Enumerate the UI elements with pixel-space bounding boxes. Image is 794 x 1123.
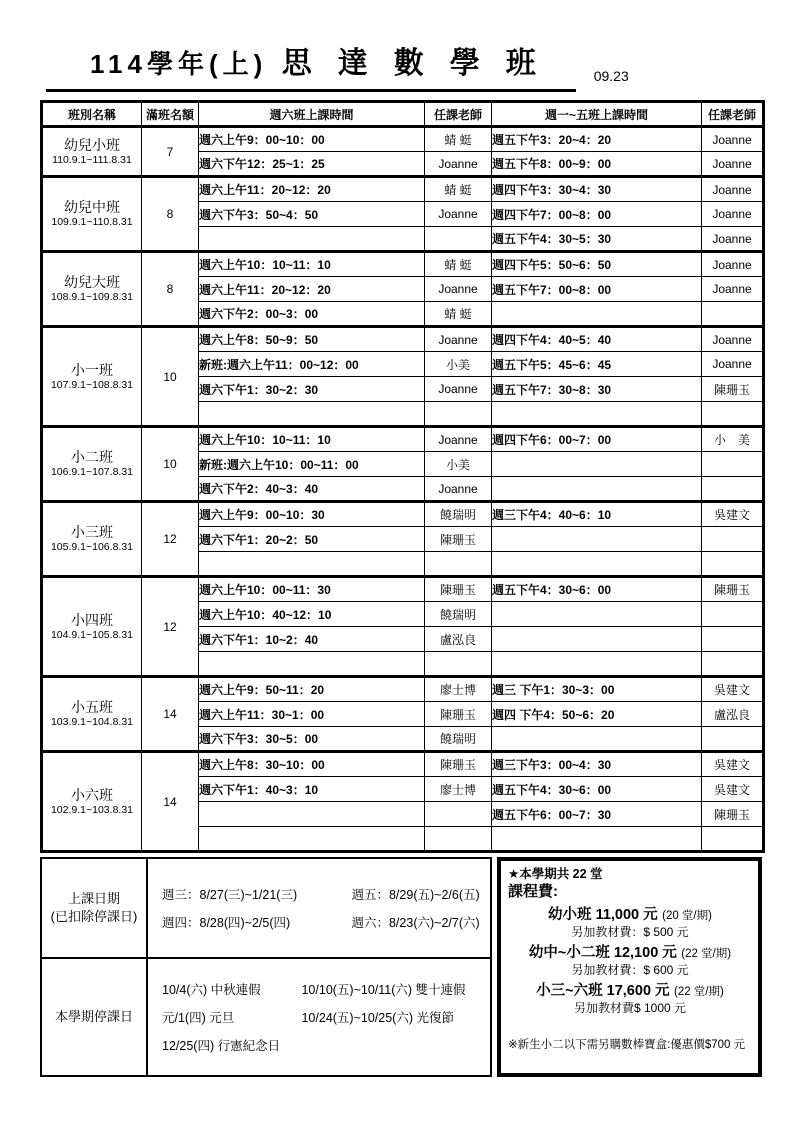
weekday-teacher-cell bbox=[702, 452, 764, 477]
sat-time-cell: 週六上午9：00~10：00 bbox=[199, 127, 425, 152]
sat-teacher-cell bbox=[425, 552, 492, 577]
fee-item-name: 幼小班 11,000 元 bbox=[548, 907, 658, 923]
sat-teacher-cell: 陳珊玉 bbox=[425, 577, 492, 602]
holidays-label bbox=[42, 959, 148, 1075]
weekday-time-cell: 週五下午7：30~8：30 bbox=[492, 377, 702, 402]
weekday-teacher-cell: 吳建文 bbox=[702, 752, 764, 777]
sat-teacher-cell: 小美 bbox=[425, 452, 492, 477]
schedule-info-box bbox=[40, 857, 492, 1077]
header-weekday-teacher: 任課老師 bbox=[702, 102, 764, 127]
weekday-teacher-cell bbox=[702, 402, 764, 427]
quota-cell: 10 bbox=[142, 327, 199, 427]
class-name-cell bbox=[42, 327, 142, 427]
new-student-note: ※新生小二以下需另購數棒寶盒:優惠價$700 元 bbox=[508, 1039, 746, 1051]
table-row bbox=[42, 177, 764, 202]
sat-time-cell: 週六下午3：50~4：50 bbox=[199, 202, 425, 227]
sat-time-cell: 週六下午1：10~2：40 bbox=[199, 627, 425, 652]
weekday-teacher-cell: 盧泓良 bbox=[702, 702, 764, 727]
quota-cell: 12 bbox=[142, 502, 199, 577]
weekday-teacher-cell: 吳建文 bbox=[702, 777, 764, 802]
class-dates: 104.9.1~105.8.31 bbox=[50, 628, 134, 641]
class-dates-item: 週六：8/23(六)~2/7(六) bbox=[351, 916, 480, 930]
weekday-time-cell: 週五下午4：30~5：30 bbox=[492, 227, 702, 252]
weekday-teacher-cell: Joanne bbox=[702, 227, 764, 252]
class-name-cell bbox=[42, 752, 142, 852]
class-name: 幼兒大班 bbox=[64, 274, 120, 290]
weekday-time-cell bbox=[492, 727, 702, 752]
sat-teacher-cell bbox=[425, 652, 492, 677]
class-name: 幼兒中班 bbox=[64, 199, 120, 215]
weekday-teacher-cell: Joanne bbox=[702, 352, 764, 377]
class-name-cell bbox=[42, 677, 142, 752]
header-class-name: 班別名稱 bbox=[42, 102, 142, 127]
class-dates: 109.9.1~110.8.31 bbox=[51, 216, 133, 228]
weekday-time-cell bbox=[492, 602, 702, 627]
weekday-time-cell: 週五下午6：00~7：30 bbox=[492, 802, 702, 827]
weekday-time-cell: 週五下午8：00~9：00 bbox=[492, 152, 702, 177]
sat-time-cell: 新班:週六上午10：00~11：00 bbox=[199, 452, 425, 477]
class-name: 小四班 bbox=[71, 611, 113, 628]
sat-time-cell bbox=[199, 552, 425, 577]
weekday-teacher-cell: Joanne bbox=[702, 152, 764, 177]
weekday-time-cell: 週五下午7：00~8：00 bbox=[492, 277, 702, 302]
date-stamp: 09.23 bbox=[593, 68, 629, 84]
class-dates-item: 週四：8/28(四)~2/5(四) bbox=[162, 916, 291, 930]
class-name-cell bbox=[42, 577, 142, 677]
holidays-content bbox=[148, 959, 490, 1075]
weekday-time-cell bbox=[492, 552, 702, 577]
class-dates-item: 週三：8/27(三)~1/21(三) bbox=[162, 888, 298, 902]
sat-time-cell: 週六上午9：50~11：20 bbox=[199, 677, 425, 702]
weekday-teacher-cell: Joanne bbox=[702, 252, 764, 277]
page-title bbox=[46, 38, 576, 92]
table-row bbox=[42, 427, 764, 452]
table-row bbox=[42, 502, 764, 527]
sat-time-cell: 新班:週六上午11：00~12：00 bbox=[199, 352, 425, 377]
weekday-time-cell: 週三 下午1：30~3：00 bbox=[492, 677, 702, 702]
weekday-time-cell bbox=[492, 527, 702, 552]
class-dates-label-line2: (已扣除停課日) bbox=[50, 909, 138, 924]
sat-teacher-cell: Joanne bbox=[425, 377, 492, 402]
weekday-teacher-cell bbox=[702, 827, 764, 852]
sat-teacher-cell: 蜻 蜓 bbox=[425, 302, 492, 327]
weekday-time-cell bbox=[492, 627, 702, 652]
class-dates: 103.9.1~104.8.31 bbox=[50, 716, 134, 728]
weekday-teacher-cell: Joanne bbox=[702, 277, 764, 302]
table-row bbox=[42, 677, 764, 702]
sat-time-cell: 週六下午1：30~2：30 bbox=[199, 377, 425, 402]
class-dates-item: 週五：8/29(五)~2/6(五) bbox=[351, 888, 480, 902]
class-dates: 110.9.1~111.8.31 bbox=[52, 153, 132, 166]
class-dates-line bbox=[162, 915, 486, 931]
fee-item bbox=[508, 903, 752, 924]
class-dates: 105.9.1~106.8.31 bbox=[50, 541, 134, 553]
class-dates: 107.9.1~108.8.31 bbox=[50, 378, 134, 391]
weekday-teacher-cell: 陳珊玉 bbox=[702, 377, 764, 402]
weekday-teacher-cell: 吳建文 bbox=[702, 502, 764, 527]
quota-cell: 7 bbox=[142, 127, 199, 177]
sat-teacher-cell: 饒瑞明 bbox=[425, 602, 492, 627]
weekday-teacher-cell bbox=[702, 302, 764, 327]
sat-time-cell: 週六下午2：40~3：40 bbox=[199, 477, 425, 502]
class-dates-section bbox=[42, 859, 490, 957]
weekday-teacher-cell: 陳珊玉 bbox=[702, 577, 764, 602]
weekday-time-cell: 週三下午4：40~6：10 bbox=[492, 502, 702, 527]
weekday-time-cell: 週三下午3：00~4：30 bbox=[492, 752, 702, 777]
fee-item-per: (22 堂/期) bbox=[681, 948, 732, 960]
fee-label: 課程費: bbox=[508, 883, 558, 900]
sat-teacher-cell: 陳珊玉 bbox=[425, 702, 492, 727]
title-year: 114學年(上) bbox=[90, 49, 268, 79]
sat-time-cell: 週六下午1：20~2：50 bbox=[199, 527, 425, 552]
weekday-time-cell: 週四下午3：30~4：30 bbox=[492, 177, 702, 202]
holiday-item: 元/1(四) 元旦 bbox=[162, 1011, 235, 1025]
class-name-cell bbox=[42, 252, 142, 327]
sat-time-cell: 週六下午1：40~3：10 bbox=[199, 777, 425, 802]
sat-teacher-cell: 盧泓良 bbox=[425, 627, 492, 652]
semester-total-note: ★本學期共 22 堂 bbox=[508, 867, 603, 881]
fee-item-per: (22 堂/期) bbox=[673, 986, 724, 998]
weekday-time-cell bbox=[492, 652, 702, 677]
weekday-teacher-cell: 陳珊玉 bbox=[702, 802, 764, 827]
sat-teacher-cell: Joanne bbox=[425, 477, 492, 502]
weekday-time-cell: 週五下午4：30~6：00 bbox=[492, 777, 702, 802]
holiday-line bbox=[162, 1010, 486, 1026]
quota-cell: 14 bbox=[142, 677, 199, 752]
sat-teacher-cell: 小美 bbox=[425, 352, 492, 377]
fee-item bbox=[508, 941, 752, 962]
bottom-section bbox=[40, 857, 794, 1077]
schedule-table bbox=[40, 100, 765, 853]
sat-time-cell: 週六上午8：50~9：50 bbox=[199, 327, 425, 352]
sat-time-cell bbox=[199, 802, 425, 827]
sat-teacher-cell: 饒瑞明 bbox=[425, 502, 492, 527]
sat-time-cell: 週六上午10：00~11：30 bbox=[199, 577, 425, 602]
sat-time-cell: 週六上午10：10~11：10 bbox=[199, 252, 425, 277]
sat-teacher-cell: 廖士博 bbox=[425, 777, 492, 802]
weekday-teacher-cell: Joanne bbox=[702, 127, 764, 152]
sat-time-cell: 週六上午8：30~10：00 bbox=[199, 752, 425, 777]
sat-time-cell bbox=[199, 402, 425, 427]
class-dates-line bbox=[162, 887, 486, 903]
sat-time-cell: 週六下午2：00~3：00 bbox=[199, 302, 425, 327]
sat-teacher-cell bbox=[425, 227, 492, 252]
holiday-item: 10/4(六) 中秋連假 bbox=[162, 983, 261, 997]
table-row bbox=[42, 252, 764, 277]
weekday-teacher-cell bbox=[702, 552, 764, 577]
sat-teacher-cell: 蜻 蜓 bbox=[425, 127, 492, 152]
fee-item-per: (20 堂/期) bbox=[662, 910, 712, 922]
class-dates: 106.9.1~107.8.31 bbox=[50, 466, 134, 478]
class-name: 幼兒小班 bbox=[64, 136, 120, 153]
weekday-time-cell: 週四 下午4：50~6：20 bbox=[492, 702, 702, 727]
weekday-time-cell: 週五下午4：30~6：00 bbox=[492, 577, 702, 602]
class-name-cell bbox=[42, 127, 142, 177]
header-weekday-time: 週一~五班上課時間 bbox=[492, 102, 702, 127]
holidays-label-text: 本學期停課日 bbox=[54, 1009, 133, 1024]
sat-teacher-cell: Joanne bbox=[425, 152, 492, 177]
fee-item-name: 小三~六班 17,600 元 bbox=[536, 983, 670, 999]
header-sat-time: 週六班上課時間 bbox=[199, 102, 425, 127]
weekday-teacher-cell bbox=[702, 727, 764, 752]
holiday-item: 12/25(四) 行憲紀念日 bbox=[162, 1039, 281, 1053]
weekday-time-cell: 週五下午3：20~4：20 bbox=[492, 127, 702, 152]
table-row bbox=[42, 127, 764, 152]
class-dates-content bbox=[148, 859, 490, 957]
title-school-name: 思達數學班 bbox=[281, 47, 562, 80]
header-row bbox=[42, 102, 764, 127]
class-dates: 102.9.1~103.8.31 bbox=[50, 803, 134, 816]
fee-item bbox=[508, 979, 752, 1000]
sat-teacher-cell: 廖士博 bbox=[425, 677, 492, 702]
weekday-teacher-cell: Joanne bbox=[702, 177, 764, 202]
fee-item-name: 幼中~小二班 12,100 元 bbox=[528, 945, 677, 961]
sat-teacher-cell: Joanne bbox=[425, 427, 492, 452]
sat-time-cell: 週六上午10：40~12：10 bbox=[199, 602, 425, 627]
weekday-teacher-cell: Joanne bbox=[702, 327, 764, 352]
class-name-cell bbox=[42, 502, 142, 577]
sat-time-cell: 週六上午11：20~12：20 bbox=[199, 177, 425, 202]
table-row bbox=[42, 752, 764, 777]
sat-time-cell: 週六上午10：10~11：10 bbox=[199, 427, 425, 452]
sat-time-cell: 週六下午3：30~5：00 bbox=[199, 727, 425, 752]
sat-teacher-cell: 饒瑞明 bbox=[425, 727, 492, 752]
sat-time-cell: 週六下午12：25~1：25 bbox=[199, 152, 425, 177]
header-sat-teacher: 任課老師 bbox=[425, 102, 492, 127]
sat-time-cell bbox=[199, 652, 425, 677]
class-name: 小二班 bbox=[71, 449, 113, 465]
sat-teacher-cell: Joanne bbox=[425, 202, 492, 227]
holidays-section bbox=[42, 957, 490, 1075]
quota-cell: 8 bbox=[142, 177, 199, 252]
table-row bbox=[42, 327, 764, 352]
quota-cell: 12 bbox=[142, 577, 199, 677]
weekday-teacher-cell: 小 美 bbox=[702, 427, 764, 452]
weekday-time-cell bbox=[492, 827, 702, 852]
sat-time-cell: 週六上午9：00~10：30 bbox=[199, 502, 425, 527]
weekday-teacher-cell bbox=[702, 652, 764, 677]
weekday-teacher-cell bbox=[702, 627, 764, 652]
weekday-time-cell: 週四下午6：00~7：00 bbox=[492, 427, 702, 452]
fee-item-material: 另加教材費：$ 500 元 bbox=[571, 925, 689, 939]
class-name: 小一班 bbox=[71, 361, 113, 378]
class-name: 小六班 bbox=[71, 786, 113, 803]
class-name: 小三班 bbox=[71, 524, 113, 540]
title-block bbox=[0, 0, 794, 92]
class-name-cell bbox=[42, 427, 142, 502]
weekday-teacher-cell bbox=[702, 602, 764, 627]
sat-teacher-cell: 陳珊玉 bbox=[425, 527, 492, 552]
weekday-time-cell bbox=[492, 402, 702, 427]
class-name-cell bbox=[42, 177, 142, 252]
fee-box bbox=[497, 857, 762, 1077]
sat-teacher-cell bbox=[425, 802, 492, 827]
sat-time-cell bbox=[199, 827, 425, 852]
fee-item-material: 另加教材費：$ 600 元 bbox=[571, 963, 689, 977]
sat-time-cell bbox=[199, 227, 425, 252]
weekday-time-cell: 週四下午5：50~6：50 bbox=[492, 252, 702, 277]
class-name: 小五班 bbox=[71, 699, 113, 715]
holiday-line bbox=[162, 982, 486, 998]
sat-time-cell: 週六上午11：20~12：20 bbox=[199, 277, 425, 302]
sat-teacher-cell: 陳珊玉 bbox=[425, 752, 492, 777]
quota-cell: 14 bbox=[142, 752, 199, 852]
fee-item-material: 另加教材費$ 1000 元 bbox=[573, 1001, 687, 1015]
quota-cell: 10 bbox=[142, 427, 199, 502]
holiday-line bbox=[162, 1038, 486, 1054]
weekday-teacher-cell: Joanne bbox=[702, 202, 764, 227]
class-dates-label-line1: 上課日期 bbox=[67, 891, 120, 906]
sat-teacher-cell bbox=[425, 827, 492, 852]
sat-teacher-cell: Joanne bbox=[425, 327, 492, 352]
header-quota: 滿班名額 bbox=[142, 102, 199, 127]
class-dates: 108.9.1~109.8.31 bbox=[50, 291, 134, 303]
weekday-teacher-cell: 吳建文 bbox=[702, 677, 764, 702]
sat-teacher-cell bbox=[425, 402, 492, 427]
quota-cell: 8 bbox=[142, 252, 199, 327]
holiday-item: 10/24(五)~10/25(六) 光復節 bbox=[301, 1011, 454, 1025]
sat-teacher-cell: 蜻 蜓 bbox=[425, 177, 492, 202]
sat-time-cell: 週六上午11：30~1：00 bbox=[199, 702, 425, 727]
weekday-teacher-cell bbox=[702, 477, 764, 502]
table-row bbox=[42, 577, 764, 602]
weekday-time-cell: 週四下午7：00~8：00 bbox=[492, 202, 702, 227]
sat-teacher-cell: 蜻 蜓 bbox=[425, 252, 492, 277]
sat-teacher-cell: Joanne bbox=[425, 277, 492, 302]
weekday-teacher-cell bbox=[702, 527, 764, 552]
weekday-time-cell: 週五下午5：45~6：45 bbox=[492, 352, 702, 377]
class-dates-label bbox=[42, 859, 148, 957]
holiday-item: 10/10(五)~10/11(六) 雙十連假 bbox=[301, 983, 466, 997]
weekday-time-cell: 週四下午4：40~5：40 bbox=[492, 327, 702, 352]
weekday-time-cell bbox=[492, 477, 702, 502]
weekday-time-cell bbox=[492, 302, 702, 327]
weekday-time-cell bbox=[492, 452, 702, 477]
